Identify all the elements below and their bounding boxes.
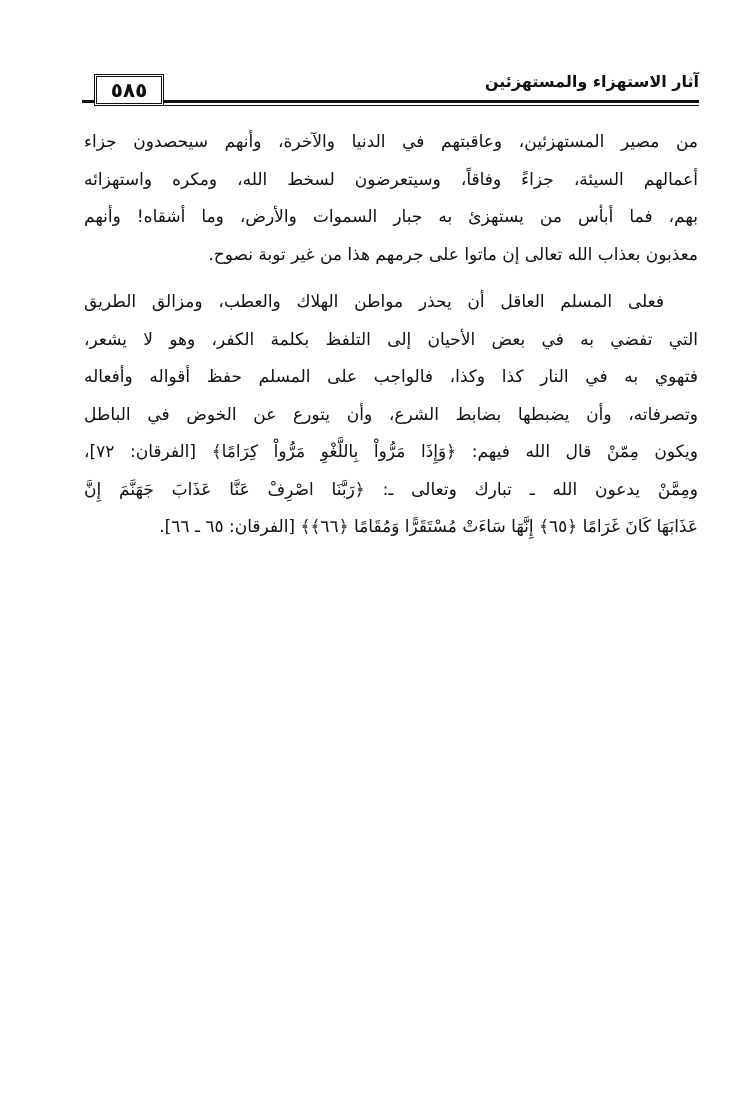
text-line: فتهوي به في النار كذا وكذا، فالواجب على المسلم حفظ أقواله وأفعاله xyxy=(84,367,698,387)
page-header xyxy=(82,68,699,108)
text-line: التي تفضي به في بعض الأحيان إلى التلفظ بكلمة الكفر، وهو لا يشعر، xyxy=(84,329,698,350)
paragraph-1 xyxy=(84,124,698,274)
running-title: آثار الاستهزاء والمستهزئين xyxy=(484,72,699,91)
text-line: ومِمَّنْ يدعون الله ـ تبارك وتعالى ـ: ﴿رَبَّنَا اصْرِفْ عَنَّا عَذَابَ جَهَنَّمَ إِنَّ xyxy=(84,479,698,500)
text-line: وتصرفاته، وأن يضبطها بضابط الشرع، وأن يتورع عن الخوض في الباطل xyxy=(84,404,698,425)
text-line: فعلى المسلم العاقل أن يحذر مواطن الهلاك والعطب، ومزالق الطريق xyxy=(84,292,664,312)
text-line: ويكون مِمّنْ قال الله فيهم: ﴿وَإِذَا مَرُّواْ بِاللَّغْوِ مَرُّواْ كِرَامًا﴾ [الفرقان: ٧٢]، xyxy=(84,442,698,462)
text-line: من مصير المستهزئين، وعاقبتهم في الدنيا والآخرة، وأنهم سيحصدون جزاء xyxy=(84,132,698,152)
text-line: عَذَابَهَا كَانَ غَرَامًا ﴿٦٥﴾ إِنَّهَا سَاءَتْ مُسْتَقَرًّا وَمُقَامًا ﴿٦٦﴾﴾ [الفرقان: ٦٥ ـ ٦٦]. xyxy=(159,517,698,537)
body-text xyxy=(84,124,698,547)
text-line: بهم، فما أبأس من يستهزئ به جبار السموات والأرض، وما أشقاه! وأنهم xyxy=(84,207,698,227)
header-rule-thin xyxy=(164,105,699,106)
text-line: معذبون بعذاب الله تعالى إن ماتوا على جرمهم هذا من غير توبة نصوح. xyxy=(208,244,698,265)
header-rule xyxy=(82,100,699,103)
page-number: ٥٨٥ xyxy=(94,74,164,106)
paragraph-2 xyxy=(84,284,698,547)
text-line: أعمالهم السيئة، جزاءً وفاقاً، وسيتعرضون لسخط الله، ومكره واستهزائه xyxy=(84,169,698,190)
